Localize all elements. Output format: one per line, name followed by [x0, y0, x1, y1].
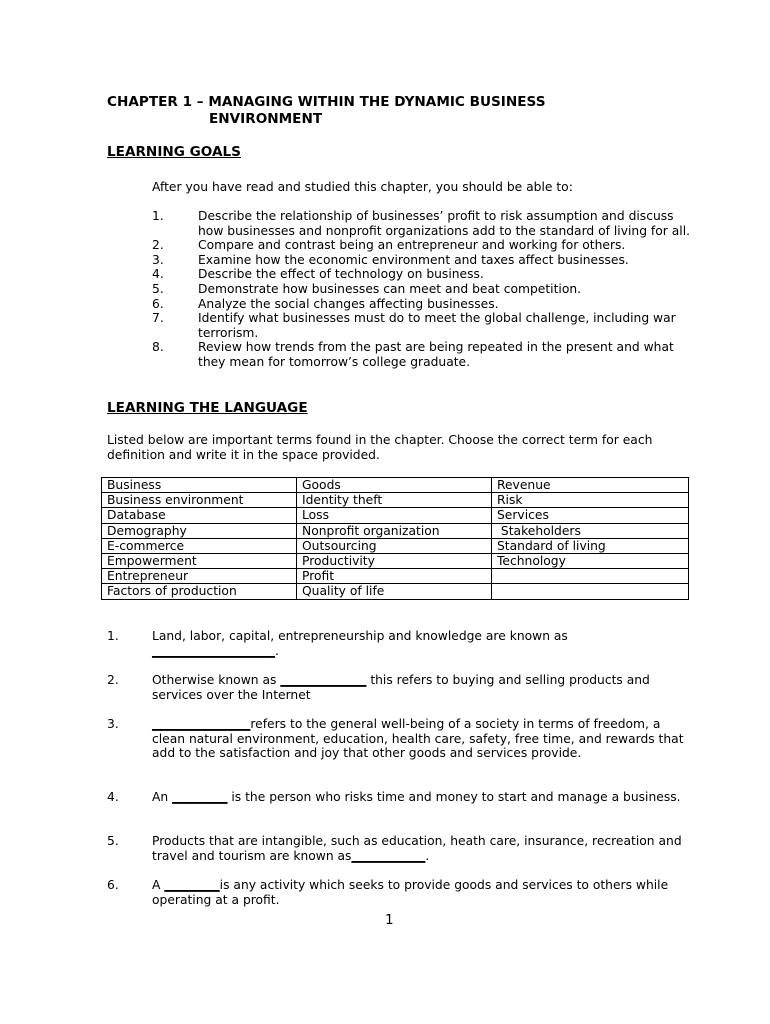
- term-cell: Services: [492, 508, 689, 523]
- term-cell: Database: [102, 508, 297, 523]
- table-row: [102, 538, 689, 553]
- term-cell: E-commerce: [102, 538, 297, 553]
- term-cell: Profit: [297, 569, 492, 584]
- learning-goals-intro: After you have read and studied this chapter, you should be able to:: [152, 180, 573, 194]
- term-cell: Loss: [297, 508, 492, 523]
- term-cell: Risk: [492, 493, 689, 508]
- goal-item: 8. Review how trends from the past are being repeated in the present and what they mean for tomorrow’s college graduate.: [152, 340, 674, 369]
- question-4: 4. An _________ is the person who risks time and money to start and manage a business.: [107, 790, 681, 804]
- term-cell: Demography: [102, 523, 297, 538]
- table-row: [102, 493, 689, 508]
- term-cell: Quality of life: [297, 584, 492, 599]
- terms-table: [101, 477, 689, 600]
- term-cell: Business environment: [102, 493, 297, 508]
- goal-item: 4. Describe the effect of technology on business.: [152, 267, 484, 282]
- table-row: [102, 569, 689, 584]
- term-cell: Factors of production: [102, 584, 297, 599]
- answer-blank[interactable]: ____________: [351, 848, 426, 863]
- table-row: [102, 478, 689, 493]
- term-cell: Revenue: [492, 478, 689, 493]
- term-cell: [492, 584, 689, 599]
- term-cell: [492, 569, 689, 584]
- question-6: 6. A _________is any activity which seeks to provide goods and services to others while operating at a profit.: [107, 878, 669, 907]
- goal-item: 6. Analyze the social changes affecting businesses.: [152, 296, 499, 311]
- term-cell: Entrepreneur: [102, 569, 297, 584]
- question-2: 2. Otherwise known as ______________ this refers to buying and selling products and services over the Internet: [107, 673, 650, 702]
- learning-goals-heading: LEARNING GOALS: [107, 144, 241, 160]
- table-row: [102, 523, 689, 538]
- table-row: [102, 584, 689, 599]
- answer-blank[interactable]: ________________: [152, 717, 251, 731]
- chapter-title-line1: CHAPTER 1 – MANAGING WITHIN THE DYNAMIC BUSINESS: [107, 94, 546, 110]
- learning-language-lead: Listed below are important terms found in the chapter. Choose the correct term for each definition and write it in the space provided.: [107, 433, 653, 462]
- learning-language-heading: LEARNING THE LANGUAGE: [107, 400, 308, 416]
- goal-item: 1. Describe the relationship of businesses’ profit to risk assumption and discuss how businesses and nonprofit organizations add to the standard of living for all.: [152, 209, 691, 238]
- goal-item: 5. Demonstrate how businesses can meet and beat competition.: [152, 281, 582, 296]
- term-cell: Outsourcing: [297, 538, 492, 553]
- term-cell: Goods: [297, 478, 492, 493]
- question-3: 3. ________________refers to the general well-being of a society in terms of freedom, a clean natural environment, education, health care, safety, free time, and rewards that add to the satisfaction and joy that other goods and services provide.: [107, 717, 684, 761]
- term-cell: Stakeholders: [492, 523, 689, 538]
- goal-item: 7. Identify what businesses must do to meet the global challenge, including war terrorism.: [152, 311, 676, 340]
- answer-blank[interactable]: ______________: [280, 673, 367, 687]
- term-cell: Productivity: [297, 554, 492, 569]
- term-cell: Standard of living: [492, 538, 689, 553]
- term-cell: Identity theft: [297, 493, 492, 508]
- goal-item: 3. Examine how the economic environment and taxes affect businesses.: [152, 252, 629, 267]
- chapter-title-line2: ENVIRONMENT: [209, 111, 323, 127]
- term-cell: Business: [102, 478, 297, 493]
- term-cell: Nonprofit organization: [297, 523, 492, 538]
- answer-blank[interactable]: _________: [172, 790, 228, 804]
- chapter-title: [107, 94, 707, 128]
- question-5: 5. Products that are intangible, such as education, heath care, insurance, recreation and travel and tourism are known as____________.: [107, 834, 682, 863]
- answer-blank[interactable]: ____________________: [152, 643, 275, 658]
- page-number: 1: [385, 912, 394, 928]
- term-cell: Technology: [492, 554, 689, 569]
- table-row: [102, 554, 689, 569]
- question-1: 1. Land, labor, capital, entrepreneurship and knowledge are known as ____________________.: [107, 629, 568, 658]
- goal-item: 2. Compare and contrast being an entrepreneur and working for others.: [152, 238, 626, 253]
- term-cell: Empowerment: [102, 554, 297, 569]
- table-row: [102, 508, 689, 523]
- answer-blank[interactable]: _________: [164, 878, 220, 892]
- learning-goals-list: [152, 209, 692, 370]
